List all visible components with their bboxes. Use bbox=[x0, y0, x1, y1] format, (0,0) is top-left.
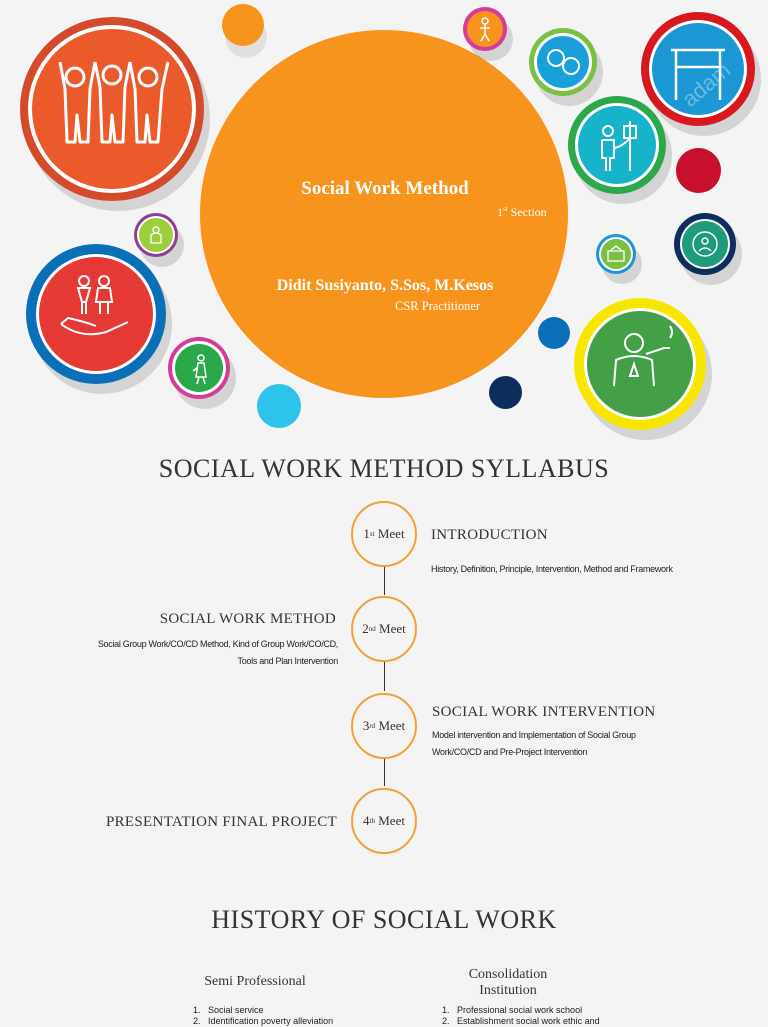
meet-3-desc: Model intervention and Implementation of Social Group Work/CO/CD and Pre-Project Intervention bbox=[432, 730, 636, 757]
balloon-circle bbox=[222, 4, 264, 46]
list-item: 1. Professional social work school bbox=[442, 1005, 583, 1015]
timeline-line-3 bbox=[384, 758, 385, 786]
meet-1-node: 1 st Meet bbox=[351, 501, 417, 567]
smoking-circle bbox=[574, 298, 706, 430]
list-item: 2. Identification poverty alleviation bbox=[193, 1016, 334, 1026]
meet-4-node: 4 th Meet bbox=[351, 788, 417, 854]
meet-3-node: 3 rd Meet bbox=[351, 693, 417, 759]
meet-3-topic: SOCIAL WORK INTERVENTION bbox=[432, 704, 656, 720]
history-col-2-title: Consolidation Institution bbox=[468, 967, 548, 998]
handcuffs-circle bbox=[529, 28, 597, 96]
red-dot bbox=[676, 148, 721, 193]
author-name: Didit Susiyanto, S.Sos, M.Kesos bbox=[276, 277, 494, 294]
meet-2-node: 2 nd Meet bbox=[351, 596, 417, 662]
list-item: 2. Establishment social work ethic and bbox=[442, 1016, 600, 1026]
family-circle bbox=[20, 17, 204, 201]
meet-2-desc: Social Group Work/CO/CD Method, Kind of Group Work/CO/CD, Tools and Plan Intervention bbox=[97, 639, 338, 666]
section-label: 1st Section bbox=[497, 205, 547, 219]
presentation-title: Social Work Method bbox=[301, 178, 469, 199]
author-role: CSR Practitioner bbox=[395, 299, 481, 313]
children-circle bbox=[26, 244, 166, 384]
mother-child-circle bbox=[168, 337, 230, 399]
blue-dot bbox=[538, 317, 570, 349]
meet-1-desc: History, Definition, Principle, Intervention, Method and Framework bbox=[431, 564, 673, 574]
target-circle bbox=[674, 213, 736, 275]
radio-circle bbox=[596, 234, 636, 274]
list-item: 1. Social service bbox=[193, 1005, 264, 1015]
history-col-1-title: Semi Professional bbox=[204, 974, 306, 989]
timeline-line-1 bbox=[384, 567, 385, 595]
history-heading: HISTORY OF SOCIAL WORK bbox=[211, 905, 557, 934]
person-circle bbox=[463, 7, 507, 51]
navy-dot bbox=[489, 376, 522, 409]
syllabus-heading: SOCIAL WORK METHOD SYLLABUS bbox=[158, 454, 610, 483]
timeline-line-2 bbox=[384, 661, 385, 691]
watermark: adam bbox=[677, 57, 736, 112]
iv-drip-circle bbox=[568, 96, 666, 194]
light-blue-dot bbox=[257, 384, 301, 428]
meet-2-topic: SOCIAL WORK METHOD bbox=[159, 611, 336, 627]
meet-1-topic: INTRODUCTION bbox=[431, 527, 548, 543]
meet-4-topic: PRESENTATION FINAL PROJECT bbox=[105, 814, 337, 830]
